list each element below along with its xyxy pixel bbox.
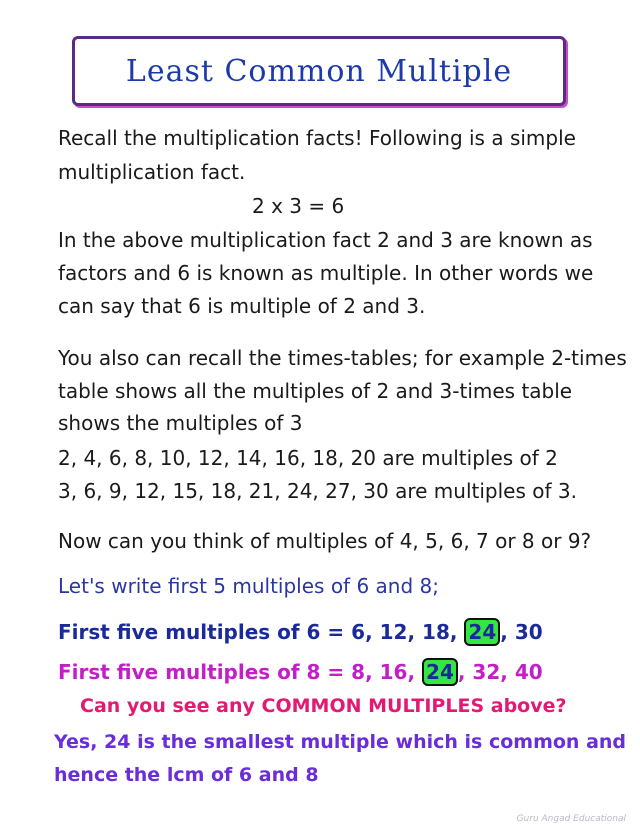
common-question: Can you see any COMMON MULTIPLES above? xyxy=(80,695,567,717)
row8-highlight: 24 xyxy=(422,658,458,686)
question-line: Now can you think of multiples of 4, 5, 6, 7 or 8 or 9? xyxy=(58,529,592,553)
title-box xyxy=(72,36,566,106)
intro-line-5: can say that 6 is multiple of 2 and 3. xyxy=(58,294,426,318)
answer-line-1: Yes, 24 is the smallest multiple which is common and xyxy=(54,731,627,753)
multiples-of-6-row xyxy=(58,620,543,644)
intro-line-2: multiplication fact. xyxy=(58,160,246,184)
row6-before: First five multiples of 6 = 6, 12, 18, xyxy=(58,620,465,644)
tables-line-3: shows the multiples of 3 xyxy=(58,411,303,435)
tables-line-2: table shows all the multiples of 2 and 3-times table xyxy=(58,379,573,403)
intro-line-1: Recall the multiplication facts! Following is a simple xyxy=(58,126,576,150)
intro-line-3: In the above multiplication fact 2 and 3 are known as xyxy=(58,228,593,252)
tables-line-1: You also can recall the times-tables; for example 2-times xyxy=(58,346,627,370)
multiples-of-8-row xyxy=(58,660,543,684)
prompt-line: Let's write first 5 multiples of 6 and 8; xyxy=(58,574,439,598)
page-title: Least Common Multiple xyxy=(125,53,513,89)
row6-after: , 30 xyxy=(500,620,543,644)
equation: 2 x 3 = 6 xyxy=(252,194,345,218)
multiples-of-3: 3, 6, 9, 12, 15, 18, 21, 24, 27, 30 are multiples of 3. xyxy=(58,479,577,503)
multiples-of-2: 2, 4, 6, 8, 10, 12, 14, 16, 18, 20 are multiples of 2 xyxy=(58,446,558,470)
footer-watermark: Guru Angad Educational xyxy=(516,814,626,824)
intro-line-4: factors and 6 is known as multiple. In other words we xyxy=(58,261,594,285)
row8-after: , 32, 40 xyxy=(457,660,543,684)
answer-line-2: hence the lcm of 6 and 8 xyxy=(54,764,319,786)
row8-before: First five multiples of 8 = 8, 16, xyxy=(58,660,423,684)
row6-highlight: 24 xyxy=(464,618,500,646)
